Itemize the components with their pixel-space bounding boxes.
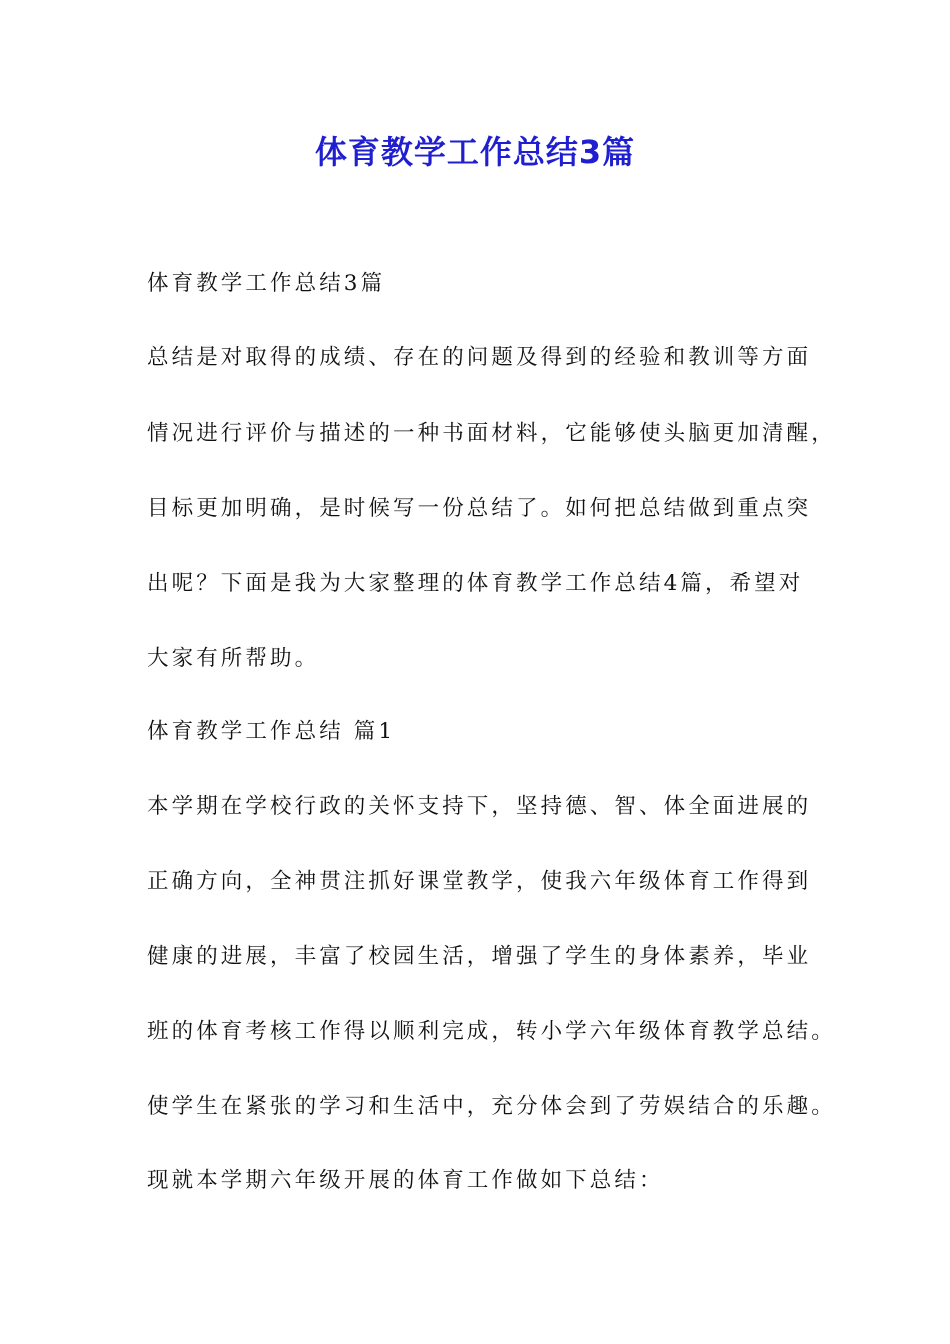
- section-heading: 体育教学工作总结 篇1: [147, 719, 396, 744]
- paragraph-line: 目标更加明确，是时候写一份总结了。如何把总结做到重点突: [147, 496, 812, 521]
- paragraph-line: 出呢？下面是我为大家整理的体育教学工作总结4篇，希望对: [147, 571, 804, 596]
- paragraph-line: 健康的进展，丰富了校园生活，增强了学生的身体素养，毕业: [147, 944, 812, 969]
- paragraph-line: 现就本学期六年级开展的体育工作做如下总结：: [147, 1168, 664, 1193]
- paragraph-line: 情况进行评价与描述的一种书面材料，它能够使头脑更加清醒，: [147, 421, 836, 446]
- paragraph-line: 正确方向，全神贯注抓好课堂教学，使我六年级体育工作得到: [147, 869, 812, 894]
- document-title: 体育教学工作总结3篇: [314, 133, 636, 171]
- paragraph-line: 总结是对取得的成绩、存在的问题及得到的经验和教训等方面: [147, 345, 812, 370]
- paragraph-line: 大家有所帮助。: [147, 646, 320, 671]
- subtitle-line: 体育教学工作总结3篇: [147, 271, 386, 296]
- paragraph-line: 本学期在学校行政的关怀支持下，坚持德、智、体全面进展的: [147, 794, 812, 819]
- paragraph-line: 使学生在紧张的学习和生活中，充分体会到了劳娱结合的乐趣。: [147, 1094, 836, 1119]
- paragraph-line: 班的体育考核工作得以顺利完成，转小学六年级体育教学总结。: [147, 1019, 836, 1044]
